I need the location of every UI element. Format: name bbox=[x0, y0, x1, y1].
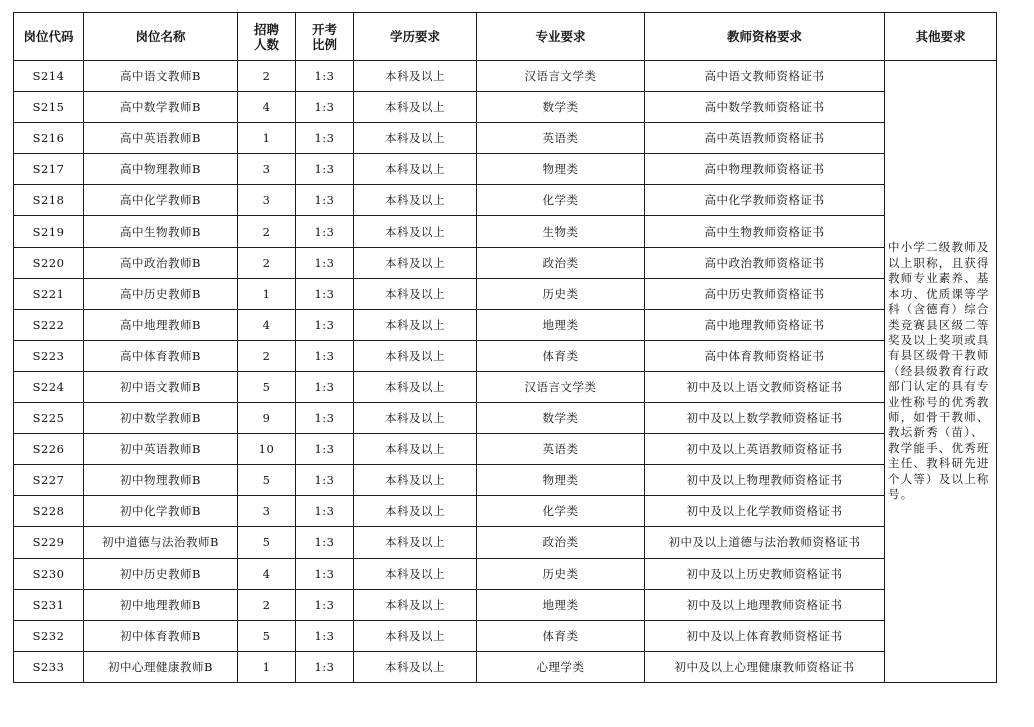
cell-count: 2 bbox=[238, 340, 296, 371]
cell-count: 5 bbox=[238, 371, 296, 402]
cell-count: 3 bbox=[238, 154, 296, 185]
table-row bbox=[14, 465, 997, 496]
cell-count: 1 bbox=[238, 123, 296, 154]
cell-education: 本科及以上 bbox=[354, 651, 477, 682]
cell-ratio: 1:3 bbox=[296, 434, 354, 465]
cell-qualification: 高中生物教师资格证书 bbox=[645, 216, 885, 247]
cell-major: 体育类 bbox=[477, 340, 645, 371]
cell-major: 体育类 bbox=[477, 620, 645, 651]
table-row bbox=[14, 123, 997, 154]
cell-qualification: 高中地理教师资格证书 bbox=[645, 309, 885, 340]
cell-major: 生物类 bbox=[477, 216, 645, 247]
cell-qualification: 高中体育教师资格证书 bbox=[645, 340, 885, 371]
cell-qualification: 初中及以上历史教师资格证书 bbox=[645, 558, 885, 589]
table-row bbox=[14, 309, 997, 340]
cell-count: 2 bbox=[238, 61, 296, 92]
cell-qualification: 初中及以上化学教师资格证书 bbox=[645, 496, 885, 527]
cell-code: S219 bbox=[14, 216, 84, 247]
cell-name: 高中语文教师B bbox=[84, 61, 238, 92]
cell-ratio: 1:3 bbox=[296, 403, 354, 434]
header-row bbox=[14, 13, 997, 61]
cell-count: 2 bbox=[238, 589, 296, 620]
cell-major: 化学类 bbox=[477, 496, 645, 527]
cell-name: 高中数学教师B bbox=[84, 92, 238, 123]
cell-education: 本科及以上 bbox=[354, 403, 477, 434]
cell-qualification: 高中英语教师资格证书 bbox=[645, 123, 885, 154]
cell-ratio: 1:3 bbox=[296, 371, 354, 402]
cell-major: 历史类 bbox=[477, 558, 645, 589]
cell-count: 1 bbox=[238, 651, 296, 682]
cell-education: 本科及以上 bbox=[354, 61, 477, 92]
cell-major: 英语类 bbox=[477, 434, 645, 465]
table-row bbox=[14, 589, 997, 620]
cell-ratio: 1:3 bbox=[296, 278, 354, 309]
cell-name: 高中历史教师B bbox=[84, 278, 238, 309]
table-row bbox=[14, 558, 997, 589]
cell-major: 数学类 bbox=[477, 403, 645, 434]
cell-ratio: 1:3 bbox=[296, 309, 354, 340]
cell-ratio: 1:3 bbox=[296, 154, 354, 185]
cell-qualification: 高中历史教师资格证书 bbox=[645, 278, 885, 309]
cell-code: S233 bbox=[14, 651, 84, 682]
cell-code: S222 bbox=[14, 309, 84, 340]
cell-name: 初中语文教师B bbox=[84, 371, 238, 402]
cell-major: 政治类 bbox=[477, 247, 645, 278]
cell-education: 本科及以上 bbox=[354, 527, 477, 558]
cell-education: 本科及以上 bbox=[354, 216, 477, 247]
cell-education: 本科及以上 bbox=[354, 371, 477, 402]
cell-name: 高中物理教师B bbox=[84, 154, 238, 185]
table-row bbox=[14, 403, 997, 434]
cell-education: 本科及以上 bbox=[354, 465, 477, 496]
cell-qualification: 初中及以上地理教师资格证书 bbox=[645, 589, 885, 620]
cell-name: 初中化学教师B bbox=[84, 496, 238, 527]
cell-education: 本科及以上 bbox=[354, 92, 477, 123]
cell-qualification: 高中语文教师资格证书 bbox=[645, 61, 885, 92]
cell-ratio: 1:3 bbox=[296, 185, 354, 216]
cell-major: 汉语言文学类 bbox=[477, 371, 645, 402]
cell-code: S223 bbox=[14, 340, 84, 371]
table-row bbox=[14, 154, 997, 185]
cell-name: 初中体育教师B bbox=[84, 620, 238, 651]
recruitment-table bbox=[13, 12, 997, 683]
cell-qualification: 高中数学教师资格证书 bbox=[645, 92, 885, 123]
cell-major: 地理类 bbox=[477, 589, 645, 620]
header-education: 学历要求 bbox=[354, 13, 477, 61]
header-major: 专业要求 bbox=[477, 13, 645, 61]
cell-education: 本科及以上 bbox=[354, 154, 477, 185]
cell-name: 初中英语教师B bbox=[84, 434, 238, 465]
header-other: 其他要求 bbox=[885, 13, 997, 61]
table-row bbox=[14, 340, 997, 371]
table-row bbox=[14, 185, 997, 216]
header-count bbox=[238, 13, 296, 61]
cell-ratio: 1:3 bbox=[296, 123, 354, 154]
cell-education: 本科及以上 bbox=[354, 123, 477, 154]
table-row bbox=[14, 61, 997, 92]
header-code: 岗位代码 bbox=[14, 13, 84, 61]
header-ratio-text: 开考比例 bbox=[311, 21, 337, 52]
cell-count: 9 bbox=[238, 403, 296, 434]
cell-major: 政治类 bbox=[477, 527, 645, 558]
cell-major: 汉语言文学类 bbox=[477, 61, 645, 92]
cell-qualification: 初中及以上物理教师资格证书 bbox=[645, 465, 885, 496]
cell-name: 高中体育教师B bbox=[84, 340, 238, 371]
cell-qualification: 初中及以上数学教师资格证书 bbox=[645, 403, 885, 434]
cell-name: 初中历史教师B bbox=[84, 558, 238, 589]
cell-ratio: 1:3 bbox=[296, 558, 354, 589]
table-row bbox=[14, 278, 997, 309]
cell-count: 4 bbox=[238, 92, 296, 123]
cell-name: 初中心理健康教师B bbox=[84, 651, 238, 682]
cell-major: 心理学类 bbox=[477, 651, 645, 682]
cell-major: 数学类 bbox=[477, 92, 645, 123]
table-row bbox=[14, 92, 997, 123]
cell-ratio: 1:3 bbox=[296, 247, 354, 278]
cell-ratio: 1:3 bbox=[296, 496, 354, 527]
table-row bbox=[14, 434, 997, 465]
cell-education: 本科及以上 bbox=[354, 434, 477, 465]
cell-count: 2 bbox=[238, 216, 296, 247]
cell-code: S228 bbox=[14, 496, 84, 527]
cell-code: S218 bbox=[14, 185, 84, 216]
cell-qualification: 初中及以上心理健康教师资格证书 bbox=[645, 651, 885, 682]
cell-code: S231 bbox=[14, 589, 84, 620]
cell-education: 本科及以上 bbox=[354, 278, 477, 309]
cell-name: 高中化学教师B bbox=[84, 185, 238, 216]
table-row bbox=[14, 651, 997, 682]
cell-ratio: 1:3 bbox=[296, 92, 354, 123]
cell-qualification: 高中政治教师资格证书 bbox=[645, 247, 885, 278]
cell-code: S229 bbox=[14, 527, 84, 558]
cell-count: 3 bbox=[238, 185, 296, 216]
header-name: 岗位名称 bbox=[84, 13, 238, 61]
cell-major: 物理类 bbox=[477, 154, 645, 185]
cell-name: 初中数学教师B bbox=[84, 403, 238, 434]
table-row bbox=[14, 620, 997, 651]
cell-code: S225 bbox=[14, 403, 84, 434]
cell-ratio: 1:3 bbox=[296, 527, 354, 558]
cell-major: 英语类 bbox=[477, 123, 645, 154]
cell-education: 本科及以上 bbox=[354, 247, 477, 278]
cell-qualification: 初中及以上语文教师资格证书 bbox=[645, 371, 885, 402]
cell-count: 4 bbox=[238, 309, 296, 340]
cell-ratio: 1:3 bbox=[296, 620, 354, 651]
cell-qualification: 高中化学教师资格证书 bbox=[645, 185, 885, 216]
cell-major: 历史类 bbox=[477, 278, 645, 309]
cell-education: 本科及以上 bbox=[354, 620, 477, 651]
cell-qualification: 初中及以上体育教师资格证书 bbox=[645, 620, 885, 651]
table-row bbox=[14, 371, 997, 402]
table-row bbox=[14, 527, 997, 558]
cell-code: S227 bbox=[14, 465, 84, 496]
cell-education: 本科及以上 bbox=[354, 340, 477, 371]
cell-code: S226 bbox=[14, 434, 84, 465]
other-requirements-cell: 中小学二级教师及以上职称，且获得教师专业素养、基本功、优质课等学科（含德育）综合类竞赛县区级二等奖及以上奖项或具有县区级骨干教师（经县级教育行政部门认定的具有专业性称号的优秀教师，如骨干教师、教坛新秀（苗）、教学能手、优秀班主任、教科研先进个人等）及以上称号。 bbox=[885, 61, 997, 683]
table-row bbox=[14, 247, 997, 278]
cell-education: 本科及以上 bbox=[354, 309, 477, 340]
cell-name: 高中生物教师B bbox=[84, 216, 238, 247]
cell-ratio: 1:3 bbox=[296, 589, 354, 620]
cell-ratio: 1:3 bbox=[296, 465, 354, 496]
header-count-text: 招聘人数 bbox=[253, 21, 279, 52]
cell-major: 物理类 bbox=[477, 465, 645, 496]
cell-count: 1 bbox=[238, 278, 296, 309]
cell-count: 2 bbox=[238, 247, 296, 278]
cell-code: S215 bbox=[14, 92, 84, 123]
cell-qualification: 高中物理教师资格证书 bbox=[645, 154, 885, 185]
cell-major: 地理类 bbox=[477, 309, 645, 340]
cell-code: S221 bbox=[14, 278, 84, 309]
cell-qualification: 初中及以上英语教师资格证书 bbox=[645, 434, 885, 465]
cell-code: S216 bbox=[14, 123, 84, 154]
header-qualification: 教师资格要求 bbox=[645, 13, 885, 61]
cell-ratio: 1:3 bbox=[296, 340, 354, 371]
cell-name: 高中英语教师B bbox=[84, 123, 238, 154]
cell-name: 初中物理教师B bbox=[84, 465, 238, 496]
cell-count: 4 bbox=[238, 558, 296, 589]
cell-count: 5 bbox=[238, 527, 296, 558]
cell-major: 化学类 bbox=[477, 185, 645, 216]
cell-code: S217 bbox=[14, 154, 84, 185]
cell-count: 10 bbox=[238, 434, 296, 465]
table-row bbox=[14, 496, 997, 527]
cell-name: 高中政治教师B bbox=[84, 247, 238, 278]
cell-ratio: 1:3 bbox=[296, 61, 354, 92]
cell-count: 3 bbox=[238, 496, 296, 527]
cell-count: 5 bbox=[238, 620, 296, 651]
cell-name: 初中地理教师B bbox=[84, 589, 238, 620]
cell-ratio: 1:3 bbox=[296, 216, 354, 247]
header-ratio bbox=[296, 13, 354, 61]
cell-education: 本科及以上 bbox=[354, 496, 477, 527]
cell-name: 高中地理教师B bbox=[84, 309, 238, 340]
cell-code: S214 bbox=[14, 61, 84, 92]
cell-code: S220 bbox=[14, 247, 84, 278]
cell-count: 5 bbox=[238, 465, 296, 496]
cell-code: S232 bbox=[14, 620, 84, 651]
cell-education: 本科及以上 bbox=[354, 185, 477, 216]
cell-education: 本科及以上 bbox=[354, 558, 477, 589]
cell-qualification: 初中及以上道德与法治教师资格证书 bbox=[645, 527, 885, 558]
cell-education: 本科及以上 bbox=[354, 589, 477, 620]
cell-code: S224 bbox=[14, 371, 84, 402]
cell-code: S230 bbox=[14, 558, 84, 589]
cell-name: 初中道德与法治教师B bbox=[84, 527, 238, 558]
cell-ratio: 1:3 bbox=[296, 651, 354, 682]
table-row bbox=[14, 216, 997, 247]
